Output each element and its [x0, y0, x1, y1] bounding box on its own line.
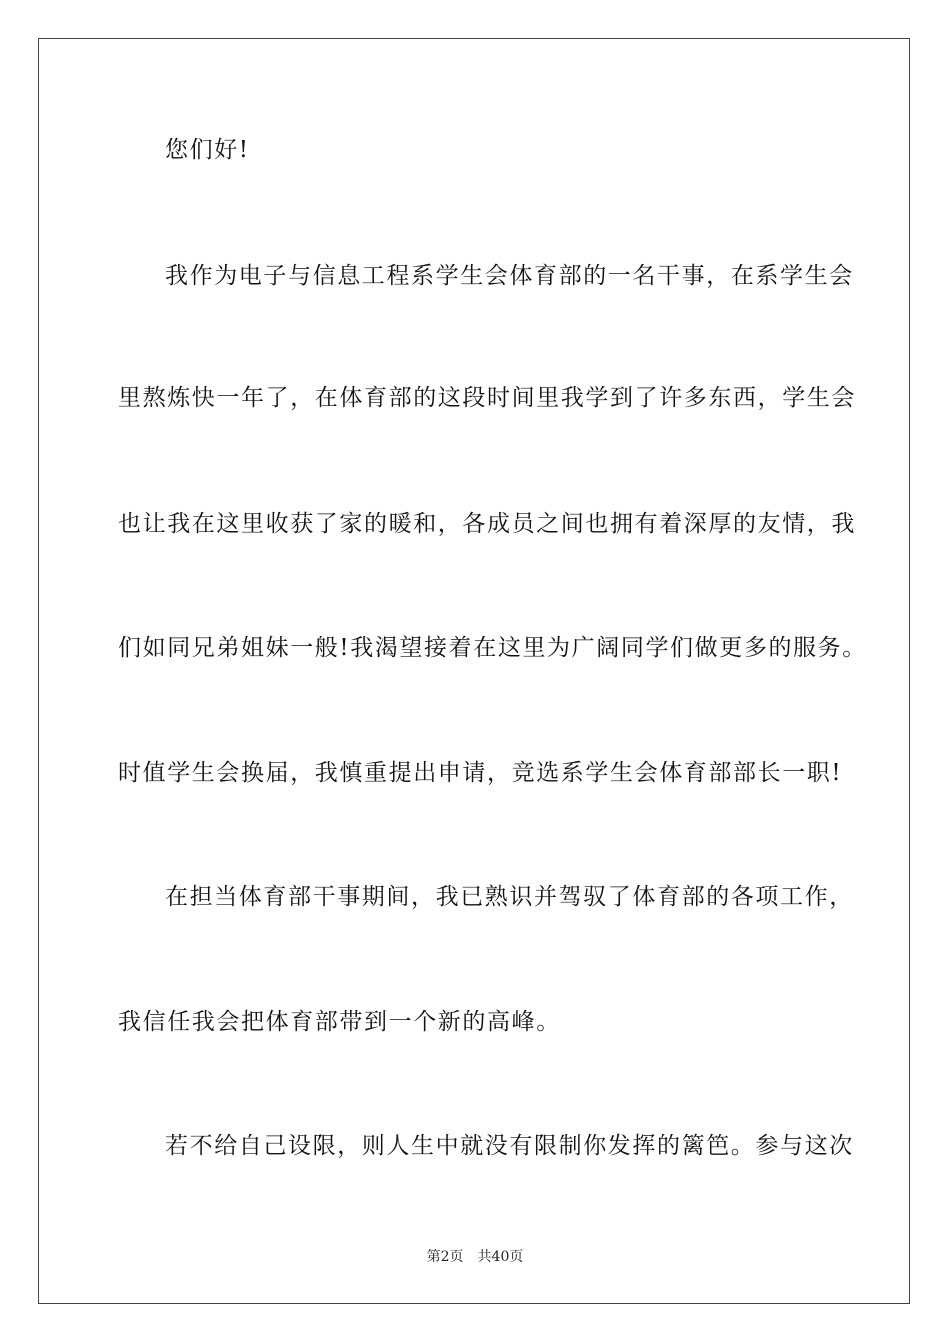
body-text-line: 我信任我会把体育部带到一个新的高峰。 — [118, 1009, 561, 1035]
page-footer — [0, 1248, 950, 1266]
body-text-line: 时值学生会换届，我慎重提出申请，竞选系学生会体育部部长一职! — [118, 760, 843, 786]
page-border — [38, 38, 910, 1304]
body-text-line: 们如同兄弟姐妹一般!我渴望接着在这里为广阔同学们做更多的服务。 — [118, 635, 867, 661]
page-total: 共40页 — [477, 1249, 524, 1265]
body-text-line: 也让我在这里收获了家的暖和，各成员之间也拥有着深厚的友情，我 — [118, 511, 856, 537]
body-text-line: 在担当体育部干事期间，我已熟识并驾驭了体育部的各项工作， — [165, 884, 854, 910]
body-text-line: 里熬炼快一年了，在体育部的这段时间里我学到了许多东西，学生会 — [118, 385, 856, 411]
body-text-line: 若不给自己设限，则人生中就没有限制你发挥的篱笆。参与这次 — [165, 1133, 854, 1159]
page-number: 第2页 — [426, 1249, 464, 1265]
body-text-line: 我作为电子与信息工程系学生会体育部的一名干事，在系学生会 — [165, 263, 854, 289]
greeting-line: 您们好! — [165, 137, 250, 163]
